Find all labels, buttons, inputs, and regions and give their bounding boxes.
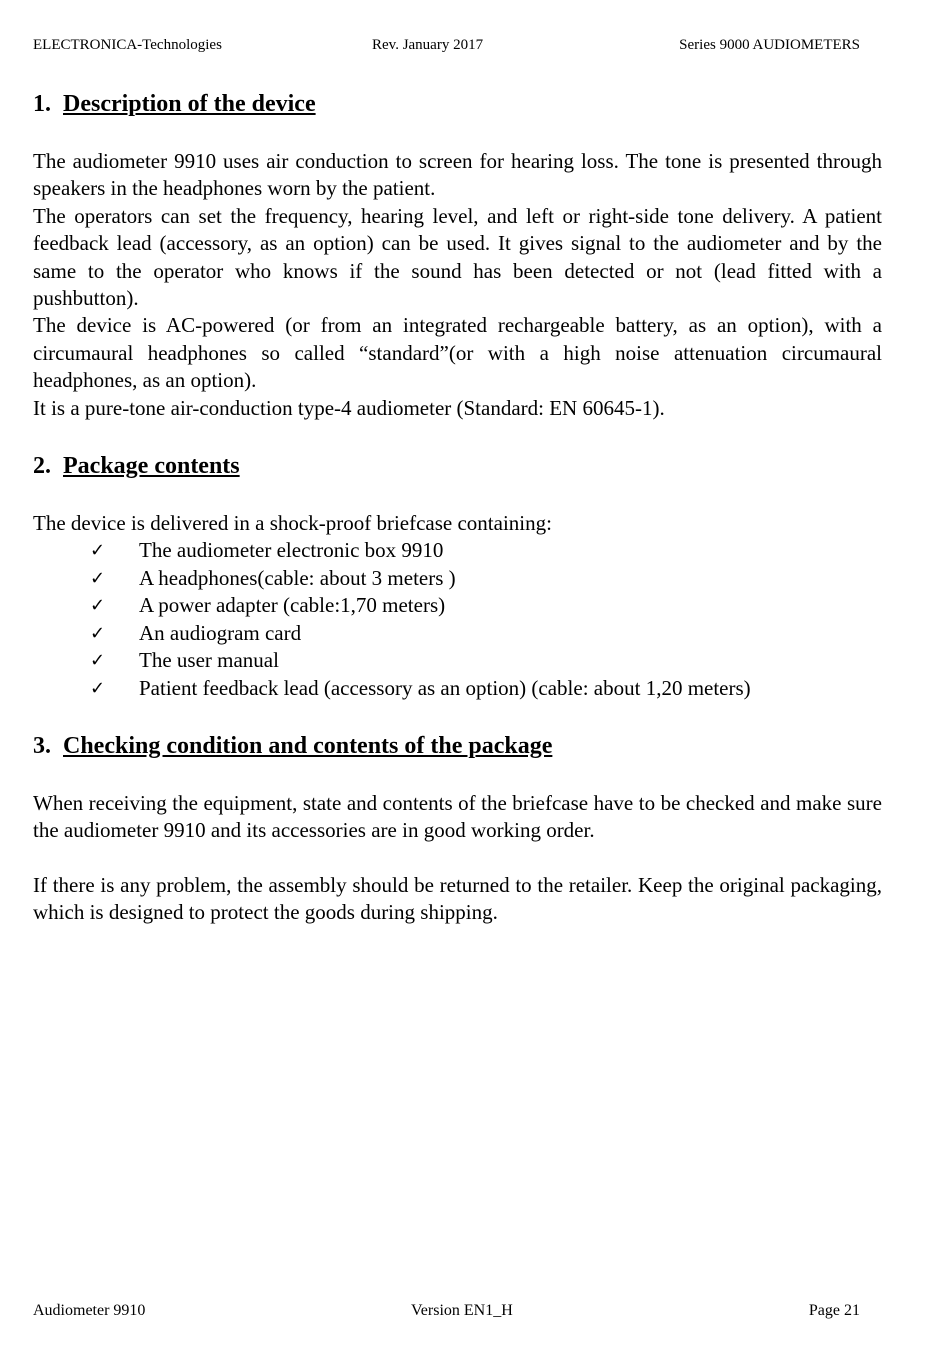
header-revision: Rev. January 2017: [372, 37, 484, 53]
checklist-item-label: The user manual: [139, 648, 279, 673]
header-series: Series 9000 AUDIOMETERS: [679, 37, 860, 53]
checklist-item-label: An audiogram card: [139, 620, 302, 645]
section-heading: [33, 730, 882, 762]
section-heading: [33, 450, 882, 482]
checklist-item: [33, 537, 882, 564]
section-checking-condition: [33, 730, 882, 927]
footer-product: Audiometer 9910: [33, 1302, 146, 1319]
paragraph: It is a pure-tone air-conduction type-4 audiometer (Standard: EN 60645-1).: [33, 395, 665, 420]
checklist-item-label: A power adapter (cable:1,70 meters): [139, 593, 446, 618]
checkmark-icon: ✓: [90, 622, 106, 644]
page-footer: [33, 1302, 860, 1324]
checklist-item: [33, 565, 882, 592]
checklist-item-label: A headphones(cable: about 3 meters ): [139, 565, 456, 590]
footer-page-number: Page 21: [808, 1302, 860, 1319]
header-company: ELECTRONICA-Technologies: [33, 37, 222, 53]
paragraph: If there is any problem, the assembly should be returned to the retailer. Keep the original packaging, which is designed to protect the goods during shipping.: [33, 872, 882, 925]
checklist-item: [33, 647, 882, 674]
checkmark-icon: ✓: [90, 540, 106, 562]
checklist-item-label: Patient feedback lead (accessory as an option) (cable: about 1,20 meters): [139, 675, 751, 700]
checklist-item: [33, 620, 882, 647]
paragraph: The operators can set the frequency, hearing level, and left or right-side tone delivery. A patient feedback lead (accessory, as an option) can be used. It gives signal to the audiometer and by the same to the operator who knows if the sound has been detected or not (lead fitted with a pushbutton).: [33, 203, 882, 311]
checklist-item-label: The audiometer electronic box 9910: [139, 538, 444, 563]
section-title: Checking condition and contents of the package: [63, 732, 553, 759]
checkmark-icon: ✓: [90, 595, 106, 617]
checklist-item: [33, 592, 882, 619]
paragraph: The device is AC-powered (or from an integrated rechargeable battery, as an option), with a circumaural headphones so called “standard”(or with a high noise attenuation circumaural headphones, as an option).: [33, 313, 882, 393]
section-number: 1.: [33, 91, 51, 117]
section-number: 3.: [33, 732, 51, 759]
section-description: [33, 88, 882, 422]
document-body: [33, 88, 882, 927]
checklist-item: [33, 675, 882, 702]
page-header: [33, 37, 860, 59]
checkmark-icon: ✓: [90, 677, 106, 699]
section-title: Description of the device: [63, 91, 316, 117]
paragraph: The audiometer 9910 uses air conduction to screen for hearing loss. The tone is presented through speakers in the headphones worn by the patient.: [33, 149, 882, 201]
paragraph: The device is delivered in a shock-proof briefcase containing:: [33, 511, 552, 536]
section-heading: [33, 88, 882, 120]
contents-checklist: [33, 537, 882, 701]
section-number: 2.: [33, 453, 51, 480]
footer-version: Version EN1_H: [411, 1302, 513, 1319]
section-package-contents: [33, 450, 882, 702]
checkmark-icon: ✓: [90, 650, 106, 672]
checkmark-icon: ✓: [90, 567, 106, 589]
paragraph: When receiving the equipment, state and contents of the briefcase have to be checked and make sure the audiometer 9910 and its accessories are in good working order.: [33, 790, 882, 843]
section-title: Package contents: [63, 453, 240, 480]
